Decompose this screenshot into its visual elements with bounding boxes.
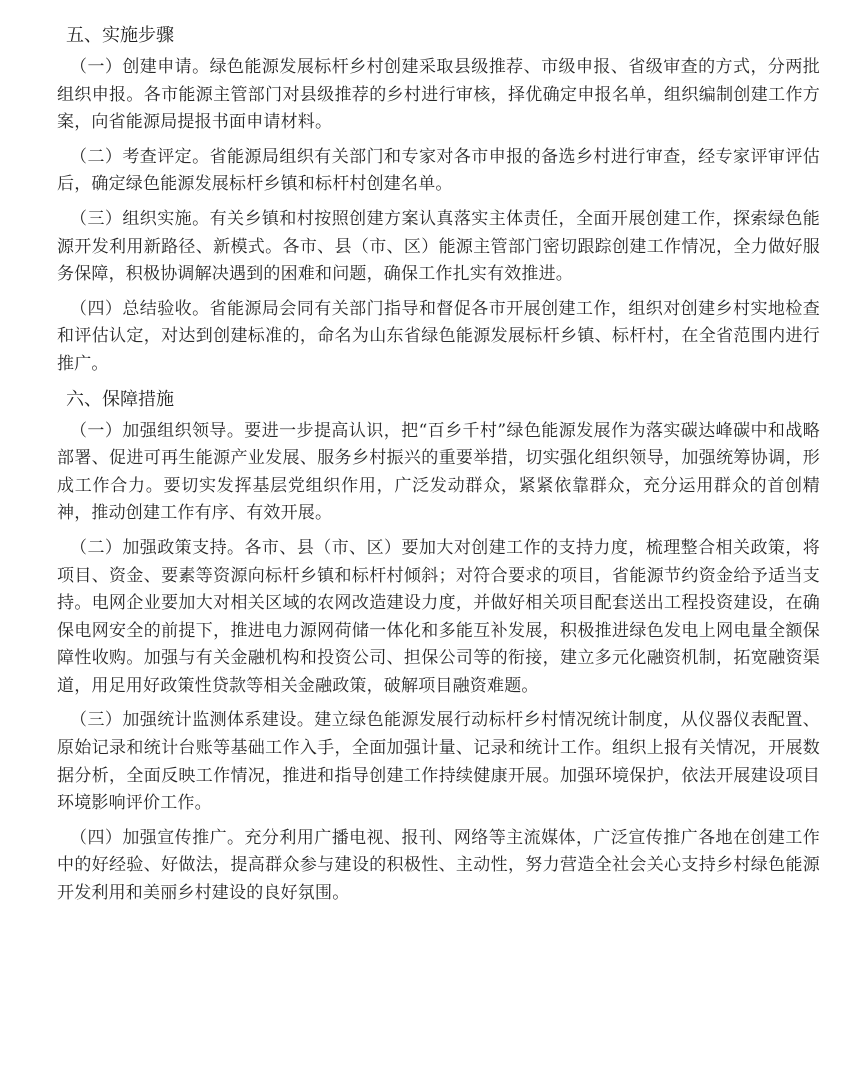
paragraph: （四）总结验收。省能源局会同有关部门指导和督促各市开展创建工作，组织对创建乡村实地检查和评估认定，对达到创建标准的，命名为山东省绿色能源发展标杆乡镇、标杆村，在全省范围内进行推广。 (57, 298, 820, 374)
paragraph: （二）加强政策支持。各市、县（市、区）要加大对创建工作的支持力度，梳理整合相关政策，将项目、资金、要素等资源向标杆乡镇和标杆村倾斜；对符合要求的项目，省能源节约资金给予适当支持。电网企业要加大对相关区域的农网改造建设力度，并做好相关项目配套送出工程投资建设，在确保电网安全的前提下，推进电力源网荷储一体化和多能互补发展，积极推进绿色发电上网电量全额保障性收购。加强与有关金融机构和投资公司、担保公司等的衔接，建立多元化融资机制，拓宽融资渠道，用足用好政策性贷款等相关金融政策，破解项目融资难题。 (57, 537, 820, 696)
paragraph: （三）加强统计监测体系建设。建立绿色能源发展行动标杆乡村情况统计制度，从仪器仪表配置、原始记录和统计台账等基础工作入手，全面加强计量、记录和统计工作。组织上报有关情况，开展数据分析，全面反映工作情况，推进和指导创建工作持续健康开展。加强环境保护，依法开展建设项目环境影响评价工作。 (57, 710, 820, 814)
paragraph: （一）加强组织领导。要进一步提高认识，把“百乡千村”绿色能源发展作为落实碳达峰碳中和战略部署、促进可再生能源产业发展、服务乡村振兴的重要举措，切实强化组织领导，加强统筹协调，形成工作合力。要切实发挥基层党组织作用，广泛发动群众，紧紧依靠群众，充分运用群众的首创精神，推动创建工作有序、有效开展。 (57, 420, 820, 524)
paragraph: （一）创建申请。绿色能源发展标杆乡村创建采取县级推荐、市级申报、省级审查的方式，分两批组织申报。各市能源主管部门对县级推荐的乡村进行审核，择优确定申报名单，组织编制创建工作方案，向省能源局提报书面申请材料。 (57, 57, 820, 133)
paragraph: （四）加强宣传推广。充分利用广播电视、报刊、网络等主流媒体，广泛宣传推广各地在创建工作中的好经验、好做法，提高群众参与建设的积极性、主动性，努力营造全社会关心支持乡村绿色能源开发利用和美丽乡村建设的良好氛围。 (57, 827, 820, 904)
section-implementation-steps (57, 22, 820, 379)
paragraph: （二）考查评定。省能源局组织有关部门和专家对各市申报的备选乡村进行审查，经专家评审评估后，确定绿色能源发展标杆乡镇和标杆村创建名单。 (57, 146, 820, 195)
paragraph: （三）组织实施。有关乡镇和村按照创建方案认真落实主体责任，全面开展创建工作，探索绿色能源开发利用新路径、新模式。各市、县（市、区）能源主管部门密切跟踪创建工作情况，全力做好服务保障，积极协调解决遇到的困难和问题，确保工作扎实有效推进。 (57, 208, 820, 285)
section-heading: 六、保障措施 (66, 388, 174, 410)
section-heading: 五、实施步骤 (66, 25, 174, 46)
section-safeguard-measures (57, 386, 820, 908)
